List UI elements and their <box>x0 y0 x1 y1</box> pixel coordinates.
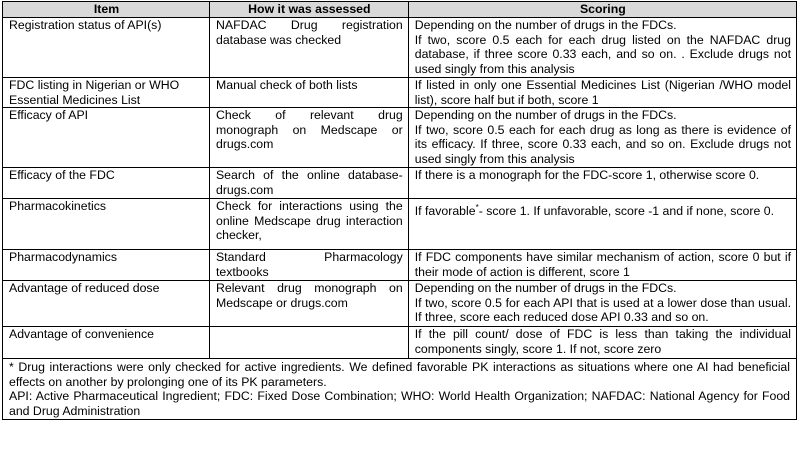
row-item: Pharmacokinetics <box>3 199 210 250</box>
footnotes-cell <box>3 359 797 420</box>
table-row <box>3 327 797 359</box>
table-row <box>3 281 797 327</box>
row-how-assessed: Search of the online database- drugs.com <box>209 168 408 199</box>
assessment-table-wrapper <box>2 1 797 420</box>
table-row <box>3 78 797 108</box>
footnote-row <box>3 359 797 420</box>
scoring-text: - score 1. If unfavorable, score -1 and if none, score 0. <box>478 204 774 218</box>
row-item: Efficacy of API <box>3 108 210 168</box>
row-scoring <box>408 18 796 78</box>
row-how-assessed <box>209 327 408 359</box>
header-how-assessed: How it was assessed <box>209 2 408 18</box>
row-item: FDC listing in Nigerian or WHO Essential Medicines List <box>3 78 210 108</box>
table-row <box>3 199 797 250</box>
header-item: Item <box>3 2 210 18</box>
row-how-assessed: Manual check of both lists <box>209 78 408 108</box>
footnote-abbreviations: API: Active Pharmaceutical Ingredient; FDC: Fixed Dose Combination; WHO: World Health Organization; NAFDAC: National Agency for Food and Drug Administration <box>9 389 790 418</box>
assessment-criteria-table <box>2 1 797 420</box>
scoring-line: Depending on the number of drugs in the FDCs. <box>414 108 677 122</box>
row-item: Advantage of convenience <box>3 327 210 359</box>
table-row <box>3 168 797 199</box>
scoring-line: Depending on the number of drugs in the FDCs. <box>414 18 677 32</box>
scoring-text: If favorable <box>414 204 476 218</box>
row-scoring: If there is a monograph for the FDC-score 1, otherwise score 0. <box>408 168 796 199</box>
row-scoring: If the pill count/ dose of FDC is less than taking the individual components singly, score 1. If not, score zero <box>408 327 796 359</box>
row-scoring: If listed in only one Essential Medicines List (Nigerian /WHO model list), score half but if both, score 1 <box>408 78 796 108</box>
table-row <box>3 108 797 168</box>
row-how-assessed: Check of relevant drug monograph on Medscape or drugs.com <box>209 108 408 168</box>
row-item: Pharmacodynamics <box>3 250 210 281</box>
scoring-line: Depending on the number of drugs in the FDCs. <box>414 281 677 295</box>
row-item: Advantage of reduced dose <box>3 281 210 327</box>
scoring-line: If two, score 0.5 each for each drug listed on the NAFDAC drug database, if three score 0.33 each, and so on. . Exclude drugs not used singly from this analysis <box>414 32 791 76</box>
footnote-marker: * <box>475 202 479 212</box>
table-row <box>3 18 797 78</box>
row-scoring <box>408 199 796 250</box>
table-header-row <box>3 2 797 18</box>
row-scoring: If FDC components have similar mechanism of action, score 0 but if their mode of action is different, score 1 <box>408 250 796 281</box>
row-how-assessed: Check for interactions using the online Medscape drug interaction checker, <box>209 199 408 250</box>
row-how-assessed: Relevant drug monograph on Medscape or drugs.com <box>209 281 408 327</box>
table-row <box>3 250 797 281</box>
scoring-line: If two, score 0.5 each for each drug as long as there is evidence of its efficacy. If three, score 0.33 each, and so on. Exclude drugs not used singly from this analysis <box>414 122 791 166</box>
row-item: Efficacy of the FDC <box>3 168 210 199</box>
row-how-assessed: NAFDAC Drug registration database was checked <box>209 18 408 78</box>
header-scoring: Scoring <box>408 2 796 18</box>
footnote-pk-interactions: * Drug interactions were only checked for active ingredients. We defined favorable PK interactions as situations where one AI had beneficial effects on another by prolonging one of its PK parameters. <box>9 360 790 389</box>
row-scoring <box>408 108 796 168</box>
scoring-line: If two, score 0.5 for each API that is used at a lower dose than usual. If three, score each reduced dose API 0.33 and so on. <box>414 295 791 324</box>
row-item: Registration status of API(s) <box>3 18 210 78</box>
row-scoring <box>408 281 796 327</box>
row-how-assessed: Standard Pharmacology textbooks <box>209 250 408 281</box>
